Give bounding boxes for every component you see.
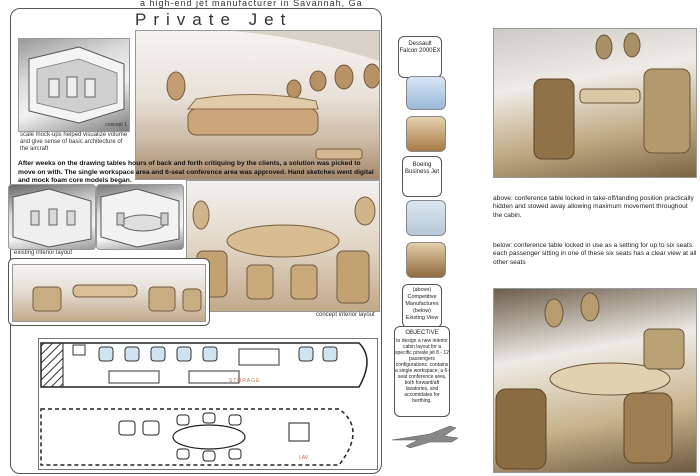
cabin-photo (135, 30, 380, 180)
table-in-use-drawing (494, 289, 696, 472)
plan-lav-label: LAV (299, 455, 309, 461)
boeing-thumb-exterior (406, 200, 446, 236)
boeing-label: Boeing Business Jet (404, 162, 440, 175)
dessault-label: Dessault Falcon 2000EX (399, 41, 441, 54)
dessault-thumb-exterior (406, 76, 446, 110)
objective-title: OBJECTIVE (405, 330, 439, 336)
table-in-use-caption: below: conference table locked in use as a setting for up to six seats. each passenger sitting in one of these six seats has a clear view at all other seats (493, 242, 697, 266)
existing-layout-label: existing interior layout (14, 250, 73, 256)
competitive-label: (above) Competitive Manufactures (below) Existing View (405, 287, 439, 321)
foam-mockup-2-drawing (97, 185, 183, 249)
boeing-thumb-interior (406, 242, 446, 278)
floor-plan (38, 338, 378, 470)
competitive-box (402, 284, 442, 328)
floor-plan-drawing (39, 339, 377, 469)
jet-silhouette-icon (390, 422, 460, 452)
mockup-drawing (19, 39, 129, 131)
summary-paragraph: After weeks on the drawing tables hours of back and forth critiquing by the clients, a solution was picked to move on with. The single workspace area and 6-seat conference area was approved. Hand sketches went digital and mock foam core models began. (18, 160, 374, 184)
table-in-use-photo (493, 288, 697, 473)
foam-mockup-1 (8, 184, 96, 250)
table-stowed-drawing (494, 29, 696, 177)
objective-body: to design a new interior cabin layout for a specific private jet 8 - 12 passengers configurations. contains a single workspace, a 6-seat conference area, both forward/aft lavatories, and accomidates for berthing. (395, 338, 449, 404)
boeing-box (402, 156, 442, 197)
concept-layout-label: concept interior layout (316, 312, 375, 318)
page-title: Private Jet (135, 10, 293, 29)
plan-storage-label: STORAGE (229, 378, 261, 384)
foam-mockup-1-drawing (9, 185, 95, 249)
existing-layout-photo (12, 264, 206, 322)
cabin-drawing (136, 31, 379, 179)
header-tagline: a high-end jet manufacturer in Savannah, Ga (140, 0, 363, 8)
sidebar (390, 30, 450, 475)
existing-layout-drawing (13, 265, 205, 321)
foam-mockup-2 (96, 184, 184, 250)
concept-interior-photo (186, 180, 380, 312)
table-stowed-caption: above: conference table locked in take-off/landing position practically hidden and stowed away allowing maximum movement throughout the cabin. (493, 195, 694, 219)
dessault-thumb-interior (406, 116, 446, 152)
objective-box (394, 326, 450, 417)
table-stowed-photo (493, 28, 697, 178)
concept-interior-drawing (187, 181, 379, 311)
mockup-label: concept 1 (105, 122, 127, 128)
dessault-box (398, 36, 442, 78)
mockup-image (18, 38, 130, 132)
mockup-caption: scale mock-ups helped visualize volume and give sense of basic architecture of the aircraft (20, 132, 128, 152)
